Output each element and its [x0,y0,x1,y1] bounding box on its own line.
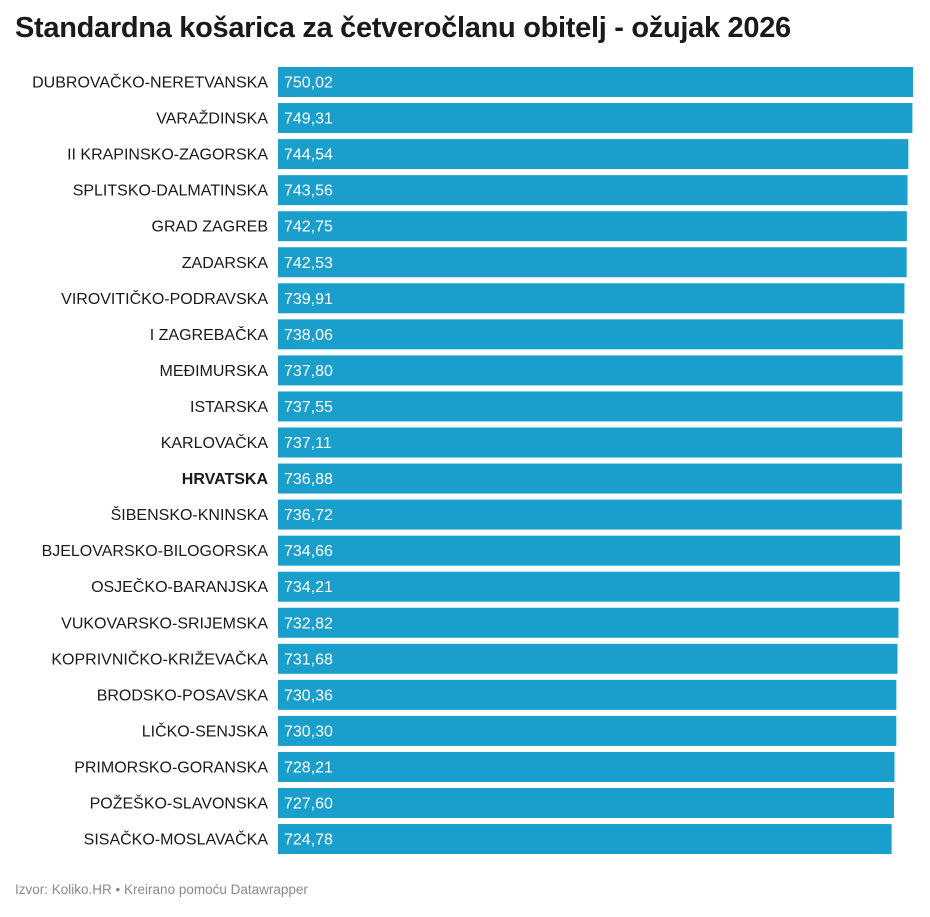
value-label: 738,06 [284,326,333,344]
category-label: HRVATSKA [181,471,268,489]
value-label: 730,30 [284,723,333,741]
value-label: 737,55 [284,398,333,416]
value-label: 737,80 [284,362,333,380]
bar-4 [278,211,907,241]
bar-1 [278,103,912,133]
category-label: MEĐIMURSKA [159,362,268,380]
value-label: 727,60 [284,795,333,813]
category-label: VUKOVARSKO-SRIJEMSKA [61,615,268,633]
value-label: 744,54 [284,146,333,164]
bar-8 [278,355,903,385]
value-label: 743,56 [284,182,333,200]
bar-3 [278,175,908,205]
category-label: BRODSKO-POSAVSKA [96,687,268,705]
bar-13 [278,536,900,566]
bar-2 [278,139,908,169]
value-label: 749,31 [284,110,333,128]
category-label: II KRAPINSKO-ZAGORSKA [67,146,268,164]
bar-10 [278,428,902,458]
value-label: 730,36 [284,687,333,705]
bar-6 [278,283,904,313]
category-label: I ZAGREBAČKA [149,326,268,344]
bar-21 [278,824,892,854]
value-label: 737,11 [284,435,332,452]
category-label: ISTARSKA [190,398,268,416]
value-label: 739,91 [284,290,333,308]
value-label: 742,53 [284,254,333,272]
category-label: LIČKO-SENJSKA [141,723,268,741]
value-label: 728,21 [284,759,333,777]
footer-separator: • [115,882,121,897]
bar-0 [278,67,913,97]
category-label: SPLITSKO-DALMATINSKA [72,182,268,200]
value-label: 724,78 [284,831,333,849]
category-label: KOPRIVNIČKO-KRIŽEVAČKA [51,651,268,669]
value-label: 750,02 [284,74,333,92]
category-label: VIROVITIČKO-PODRAVSKA [61,290,268,308]
bar-19 [278,752,895,782]
value-label: 732,82 [284,615,333,633]
bar-18 [278,716,896,746]
category-label: ZADARSKA [181,254,268,272]
value-label: 742,75 [284,218,333,236]
category-label: GRAD ZAGREB [151,218,268,236]
value-label: 734,21 [284,579,333,597]
bar-12 [278,500,902,530]
value-label: 736,72 [284,507,333,525]
value-label: 731,68 [284,651,333,669]
category-label: VARAŽDINSKA [156,110,268,128]
bar-9 [278,391,902,421]
bar-20 [278,788,894,818]
bar-16 [278,644,897,674]
bar-17 [278,680,896,710]
bar-7 [278,319,903,349]
bar-5 [278,247,907,277]
bar-14 [278,572,900,602]
footer [15,882,308,897]
value-label: 736,88 [284,471,333,489]
credit-text: Kreirano pomoću Datawrapper [124,882,308,897]
bar-15 [278,608,898,638]
category-label: DUBROVAČKO-NERETVANSKA [32,74,268,92]
category-label: ŠIBENSKO-KNINSKA [110,507,268,525]
value-label: 734,66 [284,543,333,561]
category-label: KARLOVAČKA [160,435,268,452]
category-label: PRIMORSKO-GORANSKA [74,759,268,777]
category-label: OSJEČKO-BARANJSKA [91,579,268,597]
source-text: Izvor: Koliko.HR [15,882,112,897]
category-label: BJELOVARSKO-BILOGORSKA [41,543,268,561]
bar-11 [278,464,902,494]
chart-title: Standardna košarica za četveročlanu obitelj - ožujak 2026 [15,12,791,44]
category-label: SISAČKO-MOSLAVAČKA [83,831,268,849]
category-label: POŽEŠKO-SLAVONSKA [89,795,268,813]
